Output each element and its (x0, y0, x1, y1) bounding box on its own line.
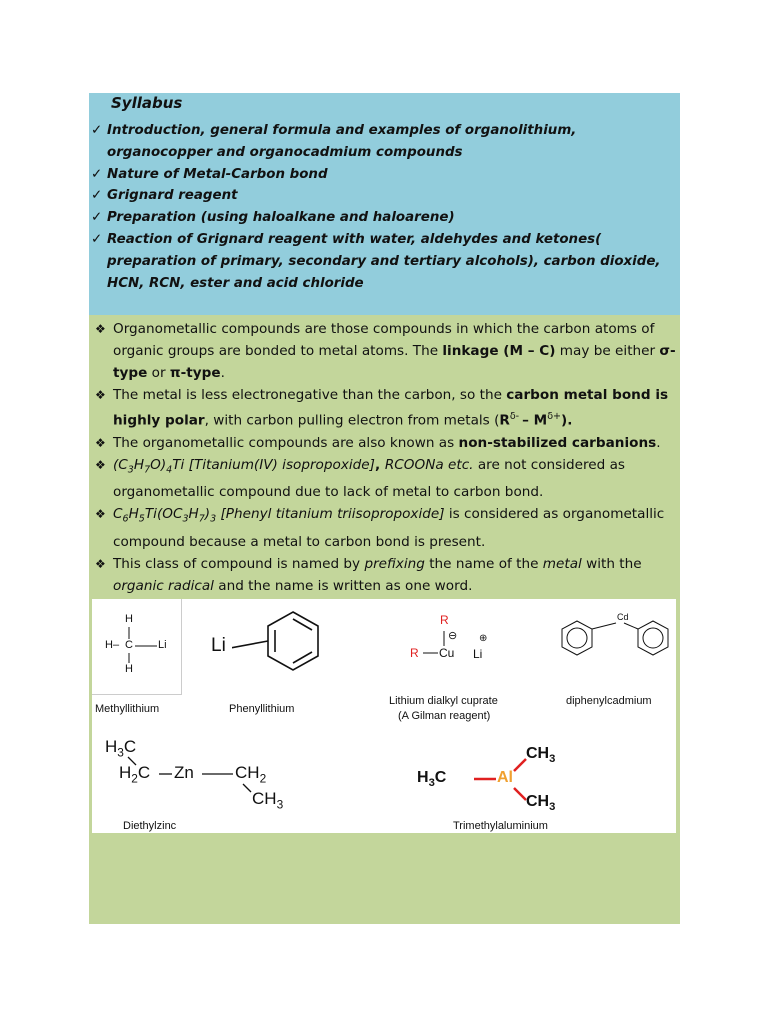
checkmark-icon: ✓ (91, 231, 103, 247)
syllabus-item: ✓ Introduction, general formula and examples of organolithium, organocopper and organocadmium compounds (89, 120, 680, 164)
cuprate-caption-1: Lithium dialkyl cuprate (389, 695, 498, 707)
four-diamond-bullet-icon: ❖ (95, 556, 106, 571)
diethylzinc-caption: Diethylzinc (123, 820, 177, 832)
syllabus-item: ✓ Reaction of Grignard reagent with water, aldehydes and ketones( preparation of primary, secondary and tertiary alcohols), carbon dioxide, HCN, RCN, ester and acid chloride (89, 229, 680, 294)
dz-ch3: $CH_3$ (252, 789, 284, 812)
plus-charge-icon: ⊕ (479, 633, 488, 644)
syllabus-item: ✓ Preparation (using haloalkane and haloarene) (89, 207, 680, 229)
note-item: ❖ The metal is less electronegative than the carbon, so the carbon metal bond is highly polar, with carbon pulling electron from metals $(R^{\delta-} - M^{\delta+})$. (95, 384, 680, 432)
cd-label: Cd (617, 612, 629, 622)
checkmark-icon: ✓ (91, 166, 103, 182)
cuprate-caption-2: (A Gilman reagent) (398, 710, 491, 722)
checkmark-icon: ✓ (91, 123, 103, 138)
methyllithium-bonds (92, 599, 181, 694)
four-diamond-bullet-icon: ❖ (95, 507, 106, 522)
dz-zn: Zn (174, 763, 194, 782)
methyllithium-caption: Methyllithium (95, 703, 160, 715)
diethylzinc-bonds (92, 739, 292, 819)
dz-ch2: $CH_2$ (235, 763, 267, 786)
benzene-ring (232, 604, 332, 694)
dz-h2c: $H_2C$ (119, 763, 151, 786)
minus-charge-icon: ⊖ (448, 630, 458, 642)
note-item: ❖ This class of compound is named by prefixing the name of the metal with the organic radical and the name is written as one word. (95, 553, 680, 597)
checkmark-icon: ✓ (91, 188, 103, 204)
cuprate-r-top: R (440, 613, 449, 627)
tma-ch3-top: $CH_3$ (526, 745, 556, 766)
trimethylaluminium-bonds (452, 744, 572, 824)
four-diamond-bullet-icon: ❖ (95, 322, 106, 336)
notes-list (95, 318, 680, 597)
c-atom-label: C (125, 639, 133, 651)
cuprate-bonds (412, 619, 472, 679)
syllabus-item: ✓ Nature of Metal-Carbon bond (89, 164, 680, 186)
syllabus-list (89, 120, 680, 294)
h-left-label: H– (105, 639, 120, 651)
cuprate-cu: Cu (439, 646, 455, 660)
h-top-label: H (125, 613, 133, 625)
h-bottom-label: H (125, 663, 133, 675)
dz-h3c: $H_3C$ (105, 737, 137, 760)
four-diamond-bullet-icon: ❖ (95, 457, 106, 472)
structures-figure (92, 599, 676, 833)
trimethylaluminium-caption: Trimethylaluminium (453, 820, 548, 832)
cuprate-r-left: R (410, 646, 419, 660)
note-item: ❖ $(C_3H_7O)_4Ti$ [Titanium(IV) isopropoxide], RCOONa etc. are not considered as organometallic compound due to lack of metal to carbon bond. (95, 454, 680, 504)
tma-al: Al (497, 769, 513, 786)
li-label: Li (158, 639, 167, 651)
syllabus-box (89, 93, 680, 315)
phenyl-li-label: Li (211, 635, 226, 656)
tma-ch3-bottom: $CH_3$ (526, 793, 556, 814)
four-diamond-bullet-icon: ❖ (95, 435, 106, 450)
note-item: ❖ $C_6H_5Ti(OC_3H_7)_3$ [Phenyl titanium triisopropoxide] is considered as organometallic compound because a metal to carbon bond is present. (95, 503, 680, 553)
page-sheet (89, 93, 680, 924)
diphenylcadmium-structure (550, 609, 675, 679)
methyllithium-panel (92, 599, 182, 695)
four-diamond-bullet-icon: ❖ (95, 388, 106, 402)
syllabus-title: Syllabus (111, 94, 183, 112)
tma-h3c: $H_3C$ (417, 769, 447, 790)
cuprate-li: Li (473, 647, 483, 661)
syllabus-item: ✓ Grignard reagent (89, 185, 680, 207)
phenyllithium-caption: Phenyllithium (229, 703, 295, 715)
checkmark-icon: ✓ (91, 210, 103, 226)
note-item: ❖ Organometallic compounds are those compounds in which the carbon atoms of organic groups are bonded to metal atoms. The linkage (M – C) may be either σ-type or π-type. (95, 318, 680, 384)
diphenylcadmium-caption: diphenylcadmium (566, 695, 652, 707)
note-item: ❖ The organometallic compounds are also known as non-stabilized carbanions. (95, 432, 680, 454)
